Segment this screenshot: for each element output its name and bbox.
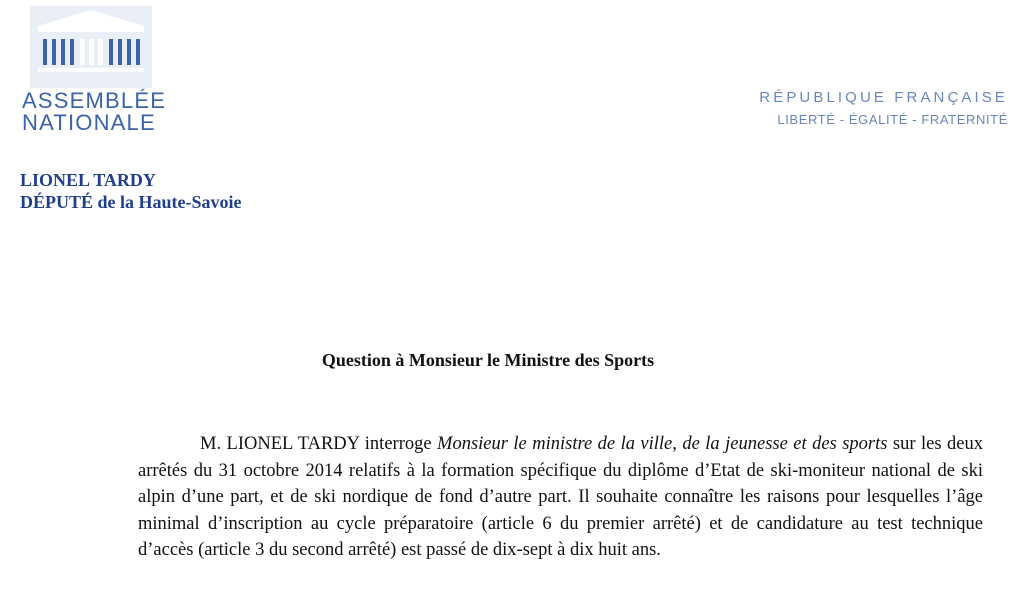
question-title: Question à Monsieur le Ministre des Sports bbox=[321, 350, 655, 370]
republic-header bbox=[759, 88, 1008, 130]
republic-name: RÉPUBLIQUE FRANÇAISE bbox=[759, 89, 1008, 106]
deputy-block bbox=[20, 169, 242, 213]
palais-bourbon-icon bbox=[30, 6, 152, 88]
question-body bbox=[138, 431, 983, 564]
institution-name bbox=[22, 90, 166, 134]
institution-line-2: NATIONALE bbox=[22, 110, 156, 135]
republic-motto: LIBERTÉ - ÉGALITÉ - FRATERNITÉ bbox=[777, 112, 1008, 127]
institution-line-1: ASSEMBLÉE bbox=[22, 88, 167, 113]
question-text: sur les deux arrêtés du 31 octobre 2014 relatifs à la formation spécifique du diplôme d’Etat de ski-moniteur national de ski alpin d’une part, et de ski nordique de fond d’autre part. Il souhaite connaître les raisons pour lesquelles l’âge minimal d’inscription au cycle préparatoire (article 6 du premier arrêté) et de candidature au test technique d’accès (article 3 du second arrêté) est passé de dix-sept à dix huit ans. bbox=[138, 434, 983, 560]
question-addressee: Monsieur le ministre de la ville, de la jeunesse et des sports bbox=[437, 434, 888, 454]
deputy-name: LIONEL TARDY bbox=[20, 170, 156, 190]
question-intro: M. LIONEL TARDY interroge bbox=[200, 434, 438, 454]
deputy-title: DÉPUTÉ de la Haute-Savoie bbox=[20, 192, 242, 212]
